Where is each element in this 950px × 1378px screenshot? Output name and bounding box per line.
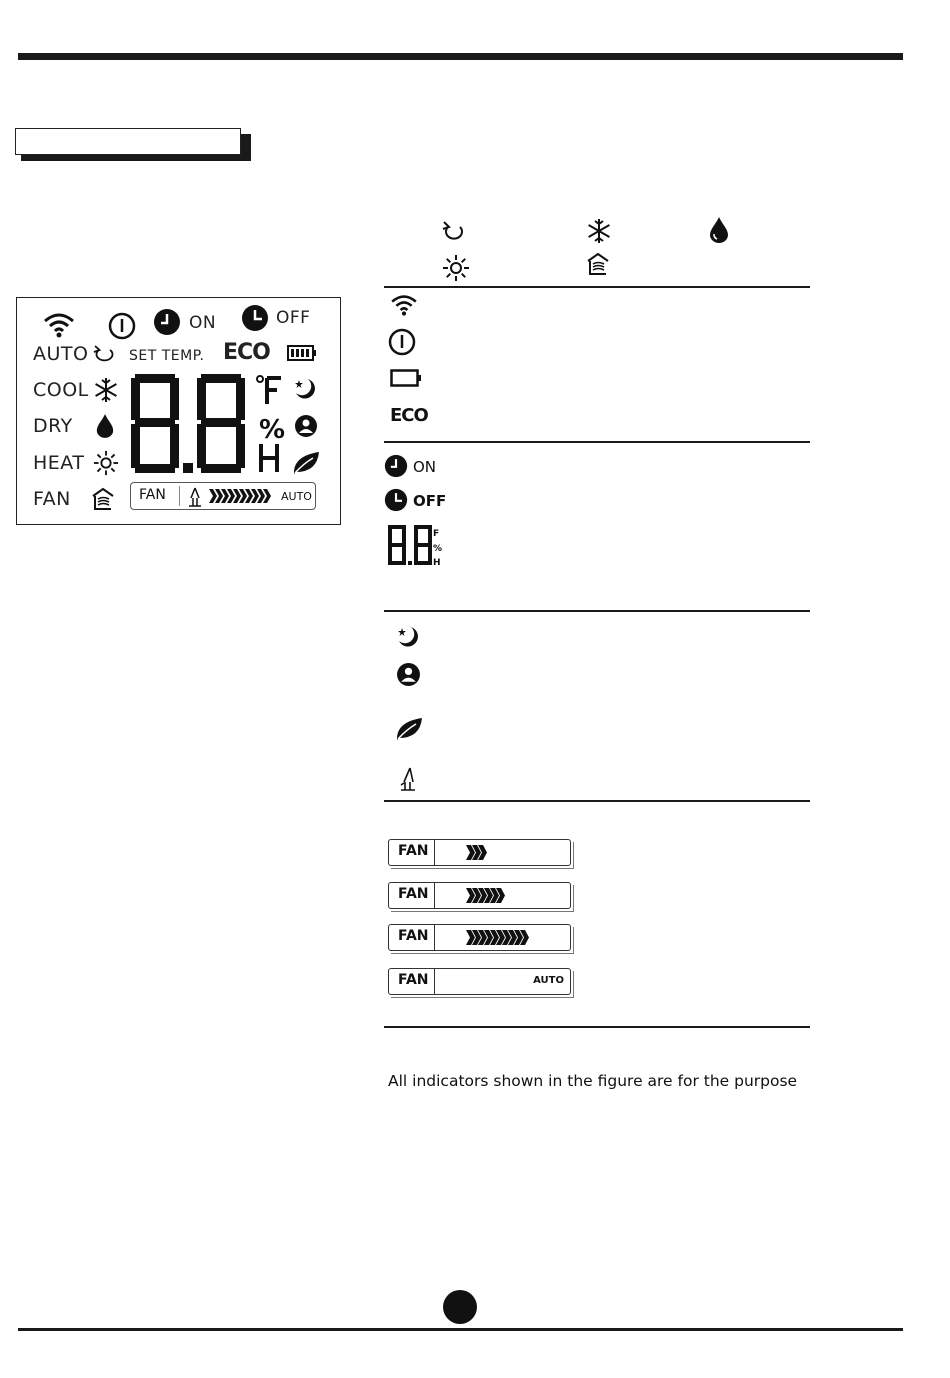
svg-text:%: % [433,544,443,554]
legend-divider-2 [384,441,810,443]
fan-blade-icon [185,486,205,508]
section-heading-box [15,128,251,161]
timer-on-clock-icon [153,308,181,336]
heat-mode-label: HEAT [33,452,85,474]
fan-chevrons [466,930,534,945]
power-icon [108,312,136,340]
fan-level-high [388,924,574,954]
fan-level-label: FAN [398,972,429,988]
snowflake-icon [93,377,119,403]
legend-divider-3 [384,610,810,612]
snowflake-icon [586,218,612,244]
fan-level-label: FAN [398,843,429,859]
battery-icon [287,345,317,361]
svg-text:H: H [433,558,441,568]
dry-mode-label: DRY [33,415,73,437]
timer-on-clock-icon [384,454,408,478]
water-drop-icon [95,413,115,439]
leaf-icon [291,450,321,476]
note-text: All indicators shown in the figure are for the purpose [388,1072,798,1090]
auto-cycle-icon [442,220,468,242]
legend-divider-1 [384,286,810,288]
fan-bar-auto: AUTO [281,490,312,503]
eco-label: ECO [223,340,270,365]
person-icon [294,414,318,438]
wifi-icon [390,294,418,316]
fan-level-label: FAN [398,928,429,944]
page-number-dot [443,1290,477,1324]
water-drop-icon [708,216,730,244]
sleep-moon-icon [396,624,422,650]
lcd-display-panel [16,297,341,525]
digit-display-icon [387,524,441,566]
legend-divider-5 [384,1026,810,1028]
fan-level-medium [388,882,574,912]
legend-divider-4 [384,800,810,802]
sun-icon [93,450,119,476]
timer-off-label: OFF [413,492,447,510]
fan-house-icon [586,252,610,276]
fan-chevrons [209,489,275,503]
fan-speed-bar [130,482,316,510]
auto-mode-label: AUTO [33,343,89,365]
unit-indicators [255,374,285,474]
bottom-rule [18,1328,903,1331]
fan-house-icon [91,487,115,511]
fan-blade-icon [398,766,418,792]
eco-label: ECO [390,405,428,426]
sleep-moon-icon [293,376,319,402]
fan-chevrons [466,845,488,860]
fan-level-low [388,839,574,869]
fan-chevrons [466,888,508,903]
timer-off-clock-icon [384,488,408,512]
timer-on-label: ON [413,458,437,476]
fan-bar-label: FAN [139,487,166,503]
battery-empty-icon [390,369,422,387]
fan-level-auto-text: AUTO [533,975,564,986]
sun-icon [442,254,470,282]
top-rule [18,53,903,60]
leaf-icon [394,716,424,742]
svg-text:%: % [259,415,286,445]
wifi-icon [43,312,75,338]
cool-mode-label: COOL [33,379,89,401]
svg-text:F: F [433,529,440,539]
set-temp-label: SET TEMP. [129,348,205,364]
fan-level-label: FAN [398,886,429,902]
power-icon [388,328,416,356]
timer-off-label: OFF [276,308,311,328]
person-icon [396,662,421,687]
fan-level-auto [388,968,574,998]
auto-cycle-icon [93,344,117,364]
fan-mode-label: FAN [33,488,71,510]
timer-off-clock-icon [241,304,269,332]
seven-segment-digits [129,372,255,474]
timer-on-label: ON [189,313,217,333]
